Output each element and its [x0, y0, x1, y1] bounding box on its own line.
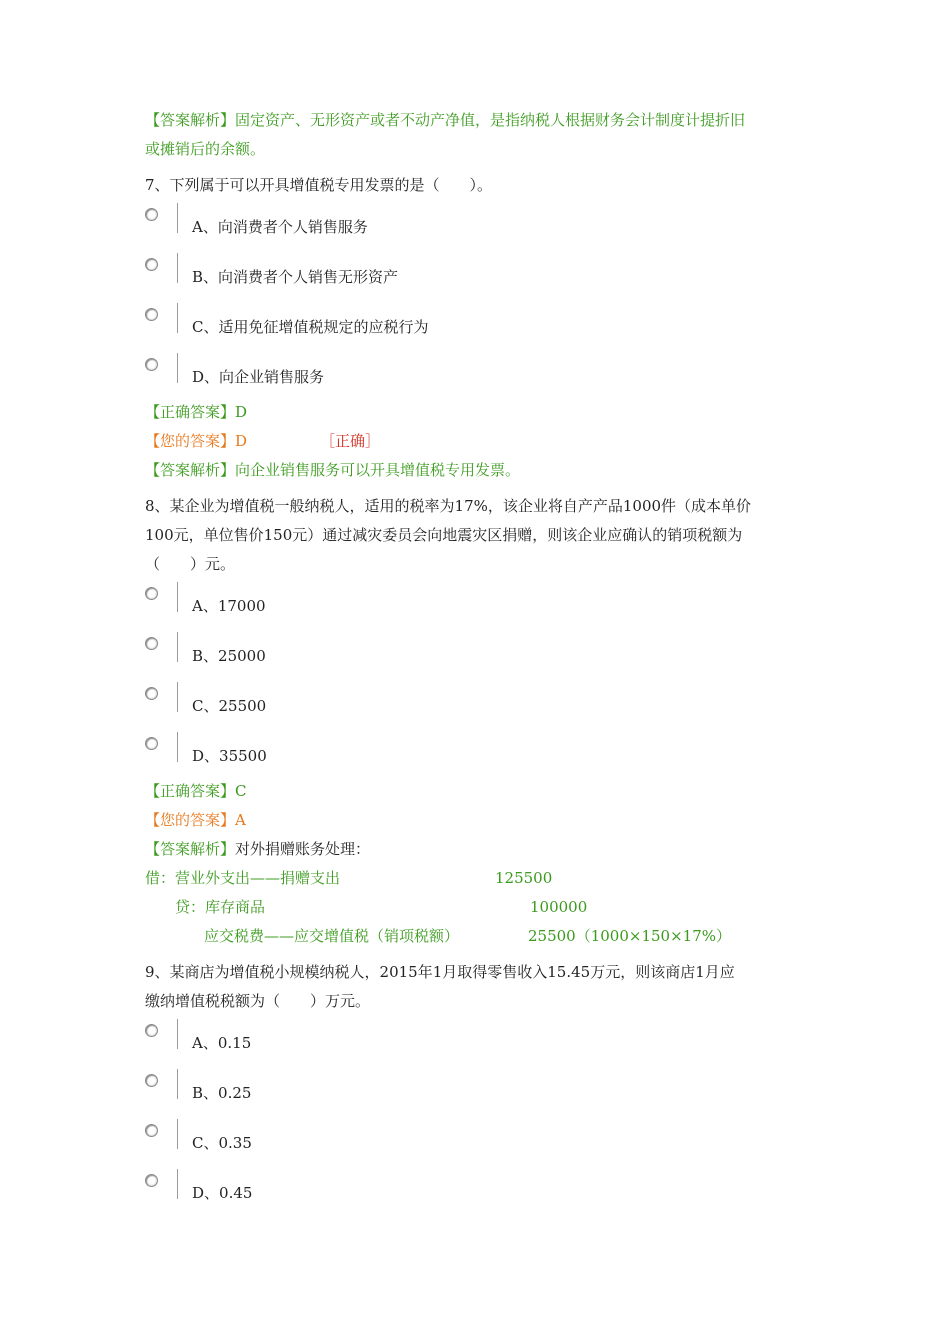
result-badge: ［正确］: [320, 432, 381, 450]
option-label: A、0.15: [192, 1034, 252, 1052]
divider: [177, 253, 178, 283]
your-answer-value: D: [235, 432, 248, 450]
correct-answer-value: C: [235, 782, 247, 800]
radio-button[interactable]: [145, 1074, 158, 1087]
your-answer-label: 【您的答案】: [145, 811, 236, 829]
option-label: A、17000: [192, 597, 266, 615]
divider: [177, 732, 178, 762]
option-label: A、向消费者个人销售服务: [192, 218, 368, 236]
radio-button[interactable]: [145, 587, 158, 600]
journal-entry-debit: [145, 868, 553, 888]
q8-question-line1: 8、某企业为增值税一般纳税人，适用的税率为17%，该企业将自产产品1000件（成本单价: [145, 497, 752, 515]
q7-your-answer: [145, 431, 381, 451]
divider: [177, 203, 178, 233]
q7-option-d[interactable]: [145, 353, 745, 393]
q9-option-d[interactable]: [145, 1169, 745, 1209]
q9-option-c[interactable]: [145, 1119, 745, 1159]
divider: [177, 582, 178, 612]
journal-entry-vat: [204, 926, 731, 946]
entry-text: 贷：库存商品: [175, 898, 266, 916]
analysis-label: 【答案解析】: [145, 840, 236, 858]
q7-option-c[interactable]: [145, 303, 745, 343]
q7-question: 7、下列属于可以开具增值税专用发票的是（ ）。: [145, 176, 493, 194]
divider: [177, 353, 178, 383]
correct-answer-label: 【正确答案】: [145, 782, 236, 800]
your-answer-label: 【您的答案】: [145, 432, 236, 450]
divider: [177, 632, 178, 662]
q7-analysis: 【答案解析】向企业销售服务可以开具增值税专用发票。: [145, 461, 521, 479]
q7-option-b[interactable]: [145, 253, 745, 293]
radio-button[interactable]: [145, 1174, 158, 1187]
radio-button[interactable]: [145, 258, 158, 271]
divider: [177, 1069, 178, 1099]
q8-option-d[interactable]: [145, 732, 745, 772]
q8-option-a[interactable]: [145, 582, 745, 622]
entry-text: 借：营业外支出——捐赠支出: [145, 869, 341, 887]
option-label: C、适用免征增值税规定的应税行为: [192, 318, 429, 336]
option-label: B、25000: [192, 647, 266, 665]
q9-option-b[interactable]: [145, 1069, 745, 1109]
entry-amount: 125500: [495, 869, 553, 887]
option-label: D、向企业销售服务: [192, 368, 325, 386]
entry-amount: 100000: [530, 898, 588, 916]
q7-correct-answer: [145, 402, 247, 422]
radio-button[interactable]: [145, 208, 158, 221]
radio-button[interactable]: [145, 308, 158, 321]
option-label: B、向消费者个人销售无形资产: [192, 268, 399, 286]
analysis-text: 对外捐赠账务处理：: [235, 840, 371, 858]
q9-option-a[interactable]: [145, 1019, 745, 1059]
radio-button[interactable]: [145, 637, 158, 650]
journal-entry-credit: [175, 897, 588, 917]
divider: [177, 1169, 178, 1199]
q9-question-line2: 缴纳增值税税额为（ ）万元。: [145, 992, 371, 1010]
entry-amount: 25500（1000×150×17%）: [528, 927, 731, 945]
correct-answer-label: 【正确答案】: [145, 403, 236, 421]
your-answer-value: A: [235, 811, 246, 829]
radio-button[interactable]: [145, 1124, 158, 1137]
q8-correct-answer: [145, 781, 247, 801]
divider: [177, 1119, 178, 1149]
q7-option-a[interactable]: [145, 203, 745, 243]
q8-your-answer: [145, 810, 246, 830]
q8-question-line3: （ ）元。: [145, 555, 236, 573]
radio-button[interactable]: [145, 1024, 158, 1037]
divider: [177, 1019, 178, 1049]
q8-analysis: [145, 839, 370, 859]
q9-question-line1: 9、某商店为增值税小规模纳税人，2015年1月取得零售收入15.45万元，则该商店1月应: [145, 963, 735, 981]
q8-option-b[interactable]: [145, 632, 745, 672]
q8-question-line2: 100元，单位售价150元）通过减灾委员会向地震灾区捐赠，则该企业应确认的销项税额为: [145, 526, 743, 544]
q6-analysis-line1: 【答案解析】固定资产、无形资产或者不动产净值，是指纳税人根据财务会计制度计提折旧: [145, 111, 746, 129]
q8-option-c[interactable]: [145, 682, 745, 722]
option-label: B、0.25: [192, 1084, 252, 1102]
divider: [177, 303, 178, 333]
option-label: C、25500: [192, 697, 267, 715]
option-label: D、0.45: [192, 1184, 253, 1202]
correct-answer-value: D: [235, 403, 248, 421]
radio-button[interactable]: [145, 687, 158, 700]
radio-button[interactable]: [145, 737, 158, 750]
entry-text: 应交税费——应交增值税（销项税额）: [204, 927, 460, 945]
option-label: C、0.35: [192, 1134, 252, 1152]
divider: [177, 682, 178, 712]
radio-button[interactable]: [145, 358, 158, 371]
q6-analysis-line2: 或摊销后的余额。: [145, 140, 266, 158]
option-label: D、35500: [192, 747, 267, 765]
